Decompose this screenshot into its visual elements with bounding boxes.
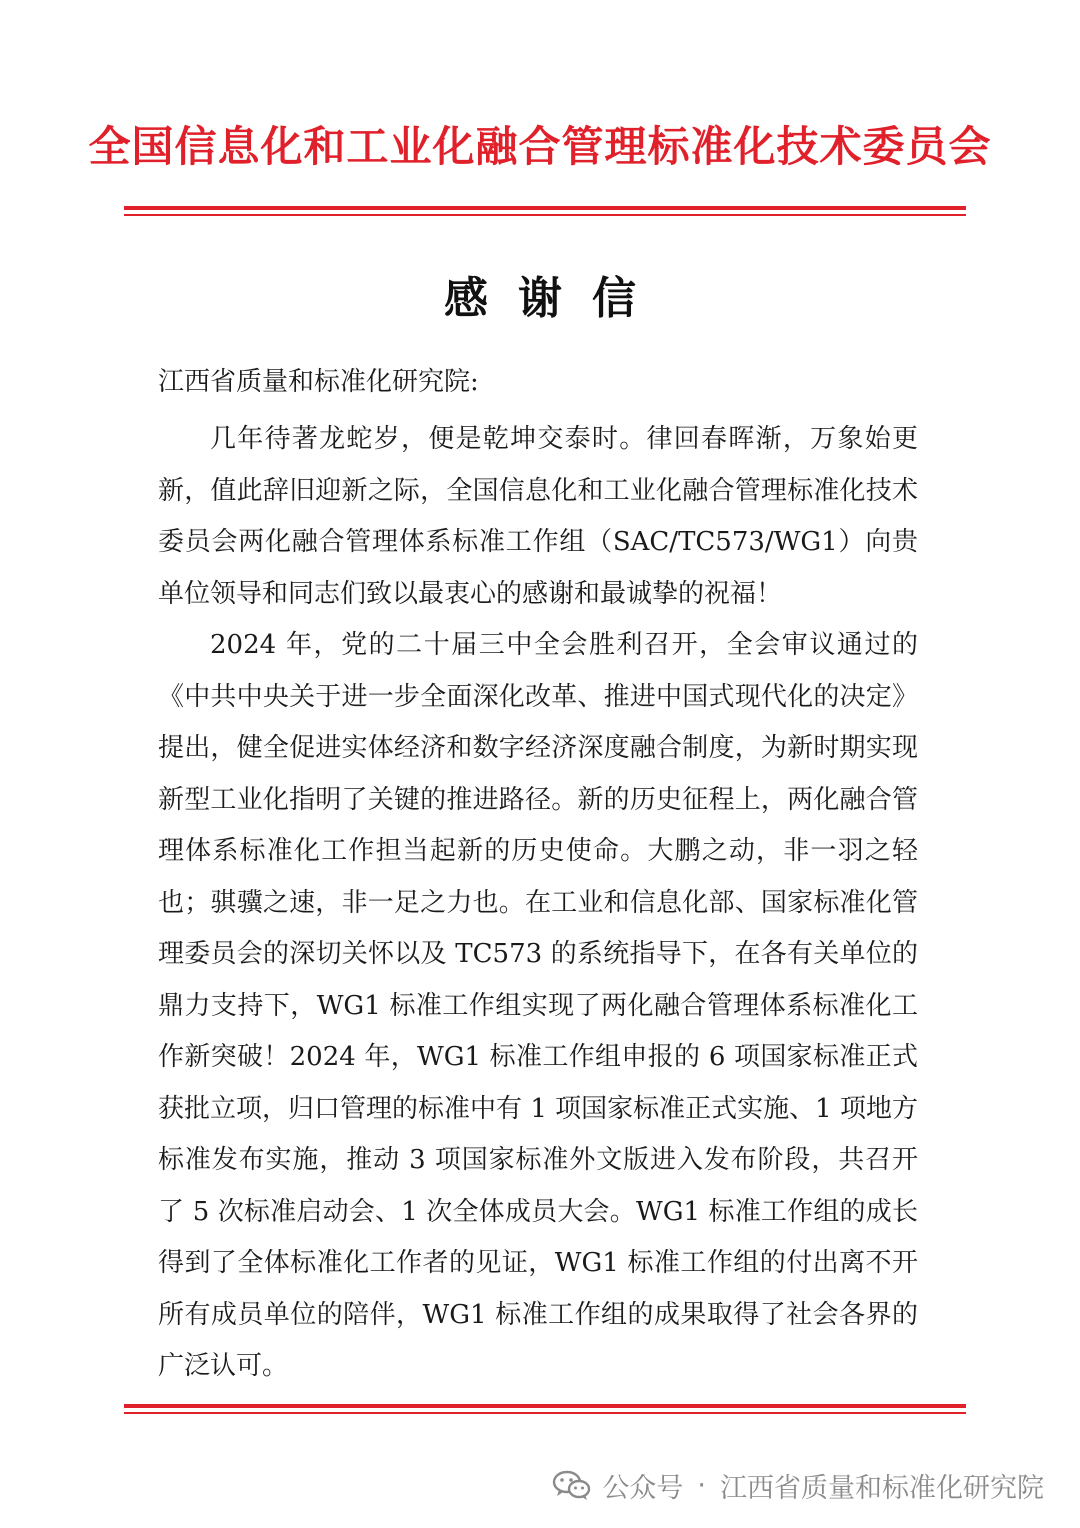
- footer-rule-thin: [124, 1412, 966, 1414]
- paragraph: 几年待著龙蛇岁，便是乾坤交泰时。律回春晖渐，万象始更新，值此辞旧迎新之际，全国信息化和工业化融合管理标准化技术委员会两化融合管理体系标准工作组（SAC/TC573/WG1）向贵单位领导和同志们致以最衷心的感谢和最诚挚的祝福！: [158, 424, 918, 609]
- watermark-separator: ·: [697, 1469, 706, 1501]
- footer-rule-thick: [124, 1404, 966, 1408]
- letterhead-organization: 全国信息化和工业化融合管理标准化技术委员会: [88, 122, 992, 171]
- letter-title: 感谢信: [444, 273, 666, 324]
- paragraph: 2024 年，党的二十届三中全会胜利召开，全会审议通过的《中共中央关于进一步全面深化改革、推进中国式现代化的决定》提出，健全促进实体经济和数字经济深度融合制度，为新时期实现新型工业化指明了关键的推进路径。新的历史征程上，两化融合管理体系标准化工作担当起新的历史使命。大鹏之动，非一羽之轻也；骐骥之速，非一足之力也。在工业和信息化部、国家标准化管理委员会的深切关怀以及 TC573 的系统指导下，在各有关单位的鼎力支持下，WG1 标准工作组实现了两化融合管理体系标准化工作新突破！2024 年，WG1 标准工作组申报的 6 项国家标准正式获批立项，归口管理的标准中有 1 项国家标准正式实施、1 项地方标准发布实施，推动 3 项国家标准外文版进入发布阶段，共召开了 5 次标准启动会、1 次全体成员大会。WG1 标准工作组的成长得到了全体标准化工作者的见证，WG1 标准工作组的付出离不开所有成员单位的陪伴，WG1 标准工作组的成果取得了社会各界的广泛认可。: [158, 630, 918, 1381]
- letter-body: [158, 414, 918, 1393]
- letterhead-rule-thick: [124, 206, 966, 210]
- letterhead-rule-thin: [124, 214, 966, 216]
- wechat-watermark: [552, 1463, 1044, 1507]
- watermark-account: 江西省质量和标准化研究院: [720, 1472, 1044, 1504]
- watermark-label: 公众号: [602, 1472, 684, 1504]
- wechat-icon: [552, 1469, 592, 1501]
- salutation: 江西省质量和标准化研究院:: [158, 367, 479, 397]
